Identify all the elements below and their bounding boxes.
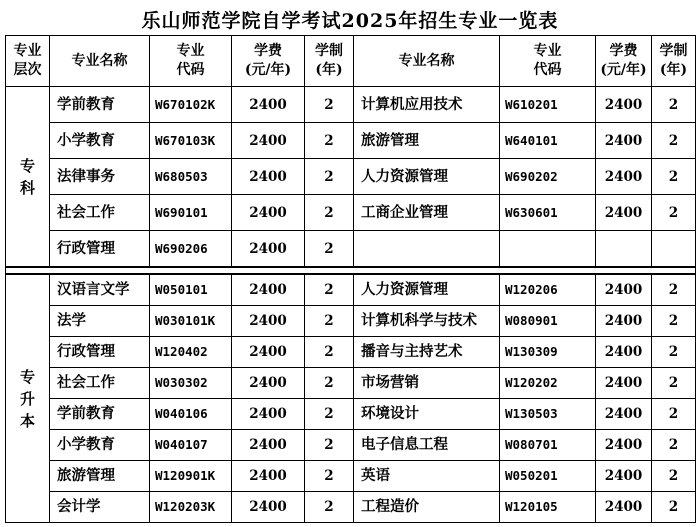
major-code-left: W120402 — [150, 337, 232, 368]
level-cell — [6, 87, 50, 268]
major-name-left: 行政管理 — [50, 231, 150, 268]
level-char: 本 — [19, 411, 35, 430]
tuition-fee-right: 2400 — [596, 337, 652, 368]
major-code-left: W120901K — [150, 461, 232, 492]
table-row — [6, 430, 696, 461]
major-name-right: 计算机应用技术 — [354, 87, 500, 123]
tuition-fee-left: 2400 — [232, 274, 305, 306]
major-code-left: W680503 — [150, 159, 232, 195]
major-code-right: W120105 — [500, 492, 596, 523]
major-code-left: W050101 — [150, 274, 232, 306]
study-years-left: 2 — [305, 87, 354, 123]
study-years-left: 2 — [305, 123, 354, 159]
tuition-fee-right: 2400 — [596, 399, 652, 430]
study-years-right: 2 — [652, 306, 696, 337]
tuition-fee-right: 2400 — [596, 195, 652, 231]
level-char: 专 — [19, 156, 35, 175]
table-row — [6, 368, 696, 399]
major-name-left: 小学教育 — [50, 430, 150, 461]
major-name-right — [354, 231, 500, 268]
table-row — [6, 231, 696, 268]
tuition-fee-right: 2400 — [596, 492, 652, 523]
zhuanke-section — [6, 87, 696, 268]
tuition-fee-right: 2400 — [596, 87, 652, 123]
major-name-left: 行政管理 — [50, 337, 150, 368]
tuition-fee-right: 2400 — [596, 123, 652, 159]
major-code-right: W640101 — [500, 123, 596, 159]
tuition-fee-right: 2400 — [596, 430, 652, 461]
major-name-left: 小学教育 — [50, 123, 150, 159]
major-name-left: 法律事务 — [50, 159, 150, 195]
study-years-left: 2 — [305, 337, 354, 368]
major-code-right: W630601 — [500, 195, 596, 231]
level-char: 专 — [19, 367, 35, 386]
study-years-left: 2 — [305, 195, 354, 231]
tuition-fee-left: 2400 — [232, 87, 305, 123]
major-code-left: W690206 — [150, 231, 232, 268]
major-code-left: W690101 — [150, 195, 232, 231]
zhuanshengben-section — [6, 274, 696, 523]
study-years-right: 2 — [652, 159, 696, 195]
tuition-fee-left: 2400 — [232, 123, 305, 159]
header-major-name-right: 专业名称 — [354, 36, 500, 87]
major-name-right: 英语 — [354, 461, 500, 492]
major-code-left: W030302 — [150, 368, 232, 399]
major-name-right: 计算机科学与技术 — [354, 306, 500, 337]
major-code-right: W130503 — [500, 399, 596, 430]
table-row — [6, 306, 696, 337]
level-char: 科 — [19, 178, 35, 197]
major-code-right: W120202 — [500, 368, 596, 399]
major-code-right: W610201 — [500, 87, 596, 123]
tuition-fee-right: 2400 — [596, 306, 652, 337]
separator-row — [6, 267, 696, 274]
major-name-left: 社会工作 — [50, 368, 150, 399]
study-years-right: 2 — [652, 274, 696, 306]
table-row — [6, 399, 696, 430]
study-years-right: 2 — [652, 461, 696, 492]
major-name-right: 人力资源管理 — [354, 159, 500, 195]
major-code-right: W080701 — [500, 430, 596, 461]
header-fee-right: 学费 (元/年) — [596, 36, 652, 87]
table-row — [6, 461, 696, 492]
header-years-right: 学制 (年) — [652, 36, 696, 87]
tuition-fee-left: 2400 — [232, 492, 305, 523]
study-years-right: 2 — [652, 368, 696, 399]
study-years-right: 2 — [652, 123, 696, 159]
header-years-left: 学制 (年) — [305, 36, 354, 87]
table-row — [6, 87, 696, 123]
major-code-left: W040106 — [150, 399, 232, 430]
level-cell — [6, 274, 50, 523]
study-years-left: 2 — [305, 492, 354, 523]
separator-cell — [6, 267, 696, 274]
majors-table — [5, 35, 696, 523]
study-years-right: 2 — [652, 195, 696, 231]
tuition-fee-left: 2400 — [232, 231, 305, 268]
tuition-fee-right: 2400 — [596, 274, 652, 306]
tuition-fee-right: 2400 — [596, 159, 652, 195]
header-row — [6, 36, 696, 87]
major-code-right: W050201 — [500, 461, 596, 492]
study-years-right: 2 — [652, 337, 696, 368]
study-years-left: 2 — [305, 274, 354, 306]
tuition-fee-left: 2400 — [232, 399, 305, 430]
major-name-right: 工程造价 — [354, 492, 500, 523]
major-code-left: W030101K — [150, 306, 232, 337]
table-row — [6, 337, 696, 368]
major-name-left: 学前教育 — [50, 399, 150, 430]
study-years-left: 2 — [305, 461, 354, 492]
level-char: 升 — [19, 389, 35, 408]
major-name-left: 旅游管理 — [50, 461, 150, 492]
table-row — [6, 492, 696, 523]
tuition-fee-right — [596, 231, 652, 268]
table-row — [6, 123, 696, 159]
major-code-right — [500, 231, 596, 268]
tuition-fee-left: 2400 — [232, 461, 305, 492]
tuition-fee-right: 2400 — [596, 461, 652, 492]
major-name-left: 学前教育 — [50, 87, 150, 123]
table-row — [6, 195, 696, 231]
major-name-right: 播音与主持艺术 — [354, 337, 500, 368]
table-row — [6, 274, 696, 306]
study-years-right — [652, 231, 696, 268]
study-years-right: 2 — [652, 399, 696, 430]
major-code-right: W130309 — [500, 337, 596, 368]
tuition-fee-left: 2400 — [232, 430, 305, 461]
tuition-fee-left: 2400 — [232, 306, 305, 337]
major-code-left: W670102K — [150, 87, 232, 123]
major-name-left: 会计学 — [50, 492, 150, 523]
major-name-right: 旅游管理 — [354, 123, 500, 159]
study-years-right: 2 — [652, 492, 696, 523]
major-name-right: 环境设计 — [354, 399, 500, 430]
header-major-name-left: 专业名称 — [50, 36, 150, 87]
major-code-right: W080901 — [500, 306, 596, 337]
major-name-left: 汉语言文学 — [50, 274, 150, 306]
study-years-left: 2 — [305, 399, 354, 430]
header-code-left: 专业 代码 — [150, 36, 232, 87]
major-code-left: W670103K — [150, 123, 232, 159]
header-code-right: 专业 代码 — [500, 36, 596, 87]
major-code-right: W690202 — [500, 159, 596, 195]
study-years-right: 2 — [652, 430, 696, 461]
major-name-right: 工商企业管理 — [354, 195, 500, 231]
major-code-right: W120206 — [500, 274, 596, 306]
major-code-left: W040107 — [150, 430, 232, 461]
table-row — [6, 159, 696, 195]
header-level: 专业 层次 — [6, 36, 50, 87]
tuition-fee-left: 2400 — [232, 159, 305, 195]
study-years-left: 2 — [305, 159, 354, 195]
study-years-left: 2 — [305, 430, 354, 461]
tuition-fee-left: 2400 — [232, 195, 305, 231]
major-code-left: W120203K — [150, 492, 232, 523]
study-years-right: 2 — [652, 87, 696, 123]
study-years-left: 2 — [305, 368, 354, 399]
major-name-left: 社会工作 — [50, 195, 150, 231]
study-years-left: 2 — [305, 231, 354, 268]
major-name-right: 人力资源管理 — [354, 274, 500, 306]
major-name-right: 电子信息工程 — [354, 430, 500, 461]
major-name-right: 市场营销 — [354, 368, 500, 399]
major-name-left: 法学 — [50, 306, 150, 337]
section-separator — [6, 267, 696, 274]
tuition-fee-right: 2400 — [596, 368, 652, 399]
header-fee-left: 学费 (元/年) — [232, 36, 305, 87]
study-years-left: 2 — [305, 306, 354, 337]
tuition-fee-left: 2400 — [232, 337, 305, 368]
page-title: 乐山师范学院自学考试2025年招生专业一览表 — [141, 10, 559, 32]
tuition-fee-left: 2400 — [232, 368, 305, 399]
